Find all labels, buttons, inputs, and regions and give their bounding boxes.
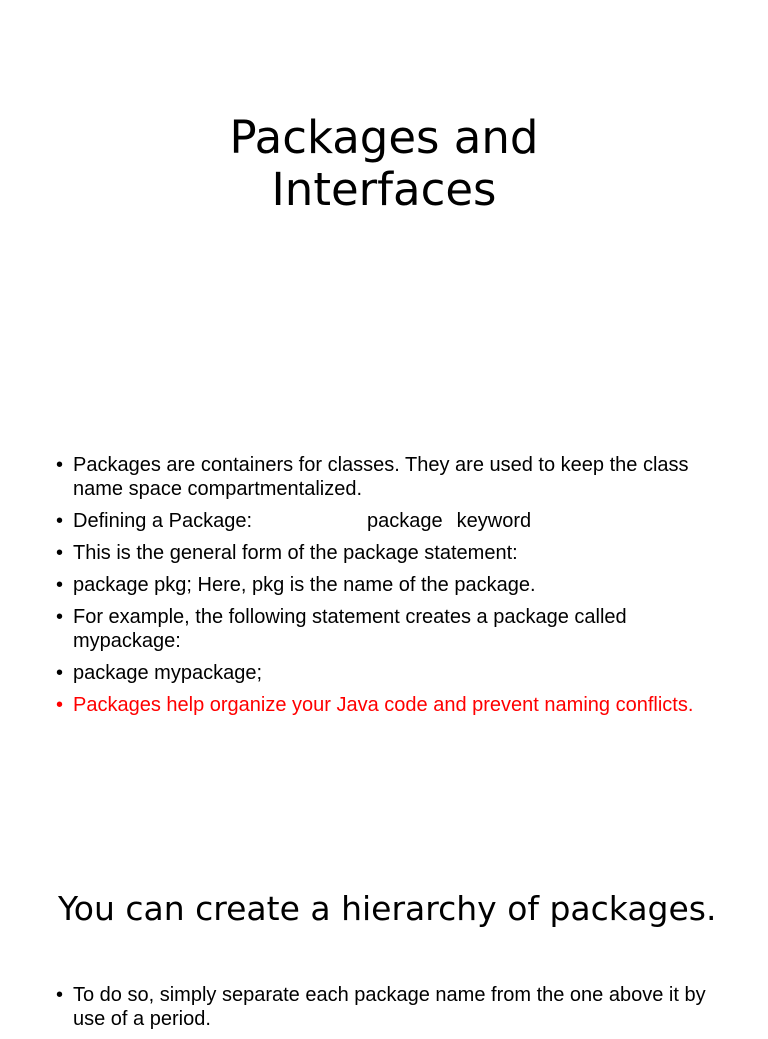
bullet-text: For example, the following statement creates a package called mypackage:	[73, 606, 627, 652]
bullet-list	[56, 453, 706, 725]
bullet-item	[56, 509, 706, 533]
bullet-list-2	[56, 983, 706, 1039]
bullet-item	[56, 605, 706, 653]
bullet-item	[56, 573, 706, 597]
bullet-text: This is the general form of the package statement:	[73, 542, 518, 564]
bullet-dot: •	[56, 662, 64, 684]
bullet-dot: •	[56, 574, 64, 596]
bullet-dot: •	[56, 454, 64, 476]
bullet-item-highlighted	[56, 693, 706, 717]
bullet-text: package mypackage;	[73, 662, 263, 684]
bullet-text: Packages help organize your Java code and prevent naming conflicts.	[73, 694, 694, 716]
bullet-item	[56, 541, 706, 565]
bullet-item	[56, 661, 706, 685]
bullet-dot: •	[56, 510, 64, 532]
bullet-item	[56, 453, 706, 501]
bullet-text: Packages are containers for classes. They are used to keep the class name space compartmentalized.	[73, 454, 689, 500]
slide-title-line-1: Packages and	[229, 111, 539, 164]
slide-title	[0, 112, 768, 216]
bullet-text-keyword-2: keyword	[456, 510, 532, 532]
bullet-text: To do so, simply separate each package name from the one above it by use of a period.	[73, 984, 706, 1030]
slide-title-line-2: Interfaces	[271, 163, 497, 216]
bullet-text: package pkg; Here, pkg is the name of the package.	[73, 574, 536, 596]
bullet-text-label: Defining a Package:	[73, 510, 253, 532]
bullet-dot: •	[56, 694, 64, 716]
bullet-dot: •	[56, 984, 64, 1006]
bullet-dot: •	[56, 542, 64, 564]
bullet-dot: •	[56, 606, 64, 628]
section-heading: You can create a hierarchy of packages.	[58, 889, 717, 928]
bullet-text-keyword-1: package	[367, 510, 443, 532]
